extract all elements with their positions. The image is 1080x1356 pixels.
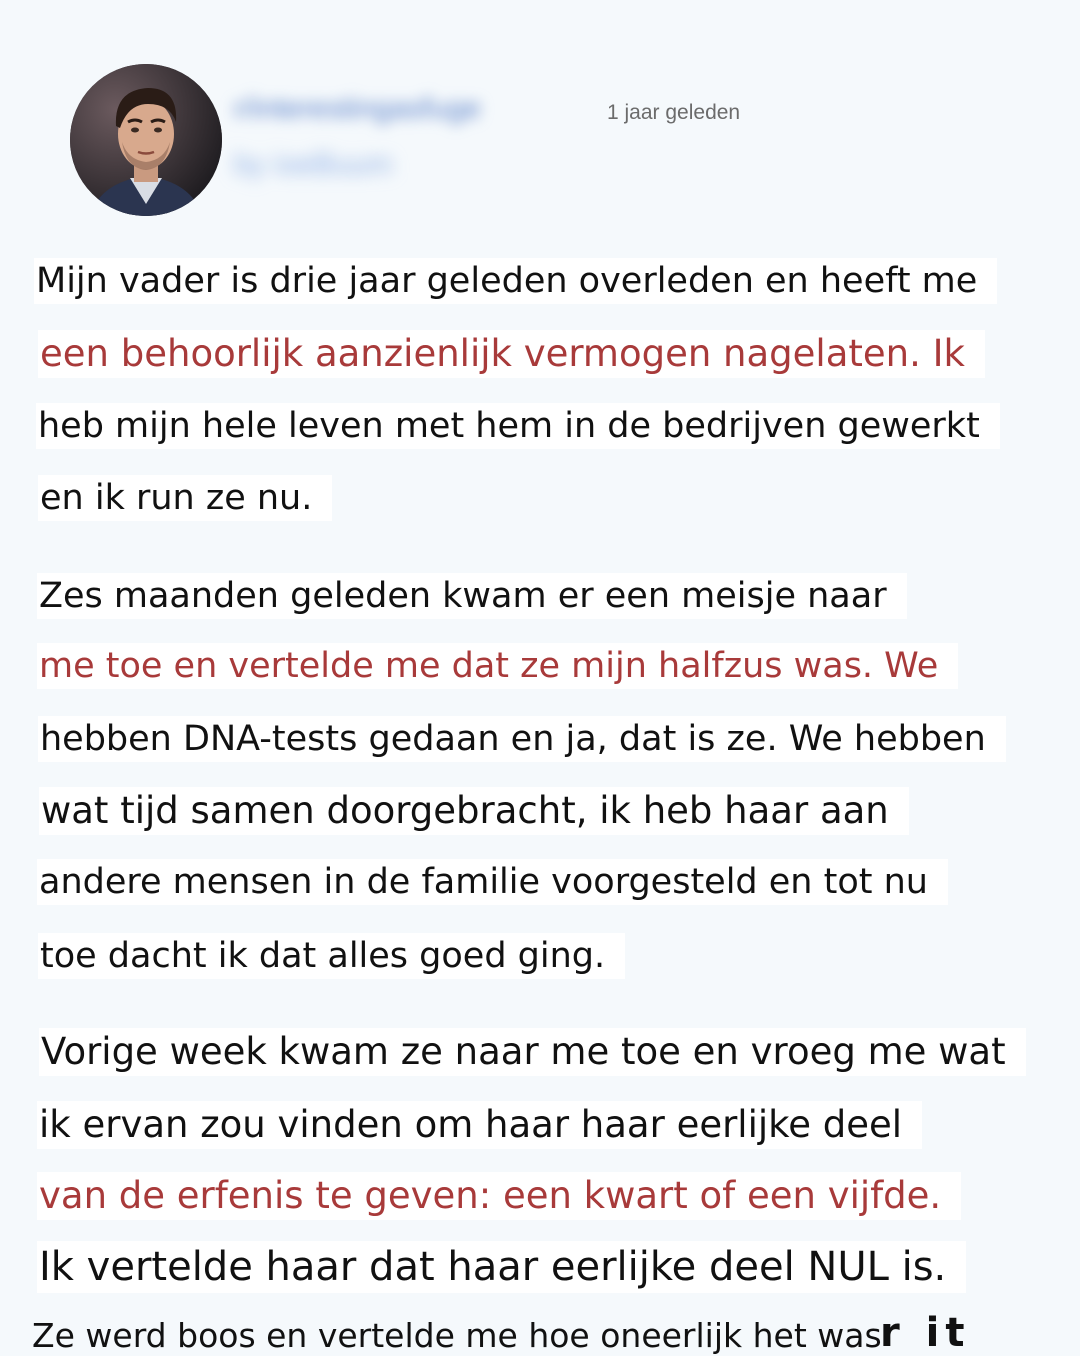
story-line-highlight: van de erfenis te geven: een kwart of een vijfde. <box>37 1172 961 1220</box>
profile-photo-icon <box>70 64 222 216</box>
story-line-highlight: een behoorlijk aanzienlijk vermogen nagelaten. Ik <box>38 330 985 378</box>
byline: by ioeBuum <box>234 148 393 181</box>
story-line: wat tijd samen doorgebracht, ik heb haar aan <box>39 787 909 835</box>
story-line: heb mijn hele leven met hem in de bedrijven gewerkt <box>36 403 1000 449</box>
story-line-highlight: me toe en vertelde me dat ze mijn halfzus was. We <box>37 643 958 689</box>
timestamp: 1 jaar geleden <box>607 101 741 124</box>
story-line: Mijn vader is drie jaar geleden overleden en heeft me <box>34 258 997 304</box>
story-line: en ik run ze nu. <box>38 475 332 521</box>
story-line: Vorige week kwam ze naar me toe en vroeg me wat <box>39 1028 1026 1076</box>
story-line: hebben DNA-tests gedaan en ja, dat is ze. We hebben <box>38 716 1006 762</box>
story-line: Ik vertelde haar dat haar eerlijke deel NUL is. <box>37 1241 966 1293</box>
story-line: toe dacht ik dat alles goed ging. <box>38 933 625 979</box>
story-line: ik ervan zou vinden om haar haar eerlijke deel <box>37 1101 922 1149</box>
overlay-text-fragment: r it <box>880 1310 971 1356</box>
avatar[interactable] <box>70 64 222 216</box>
username[interactable]: r/interestingasfuge <box>234 92 481 125</box>
story-line: andere mensen in de familie voorgesteld en tot nu <box>37 859 948 905</box>
story-line: Zes maanden geleden kwam er een meisje naar <box>37 573 907 619</box>
story-line-cutoff: Ze werd boos en vertelde me hoe oneerlijk het was <box>32 1316 882 1355</box>
